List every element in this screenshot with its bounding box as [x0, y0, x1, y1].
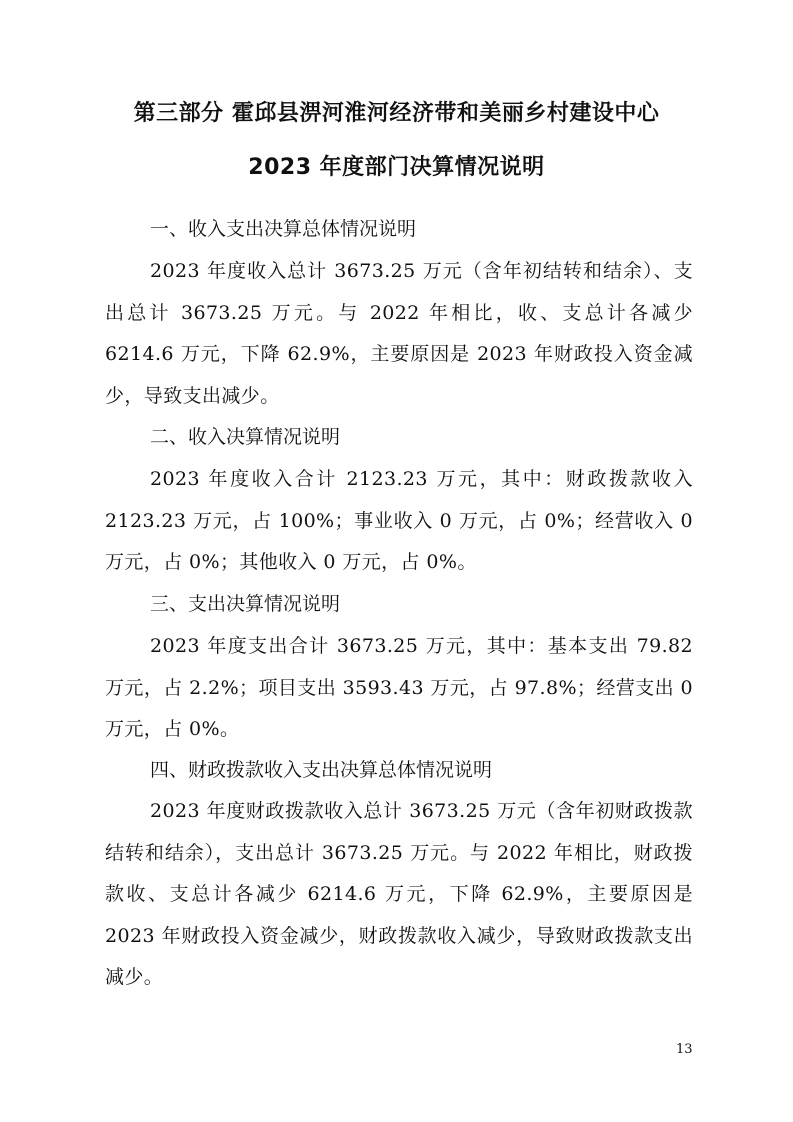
section-2-body: 2023 年度收入合计 2123.23 万元，其中：财政拨款收入 2123.23 万元，占 100%；事业收入 0 万元，占 0%；经营收入 0 万元，占 0%；其他收入 0 万元，占 0%。: [105, 468, 693, 573]
section-4-body: 2023 年度财政拨款收入总计 3673.25 万元（含年初财政拨款结转和结余），支出总计 3673.25 万元。与 2022 年相比，财政拨款收、支总计各减少 6214.6 万元，下降 62.9%，主要原因是 2023 年财政投入资金减少，财政拨款收入减少，导致财政拨款支出减少。: [105, 800, 693, 988]
section-4-heading: 四、财政拨款收入支出决算总体情况说明: [150, 759, 493, 781]
section-2-heading: 二、收入决算情况说明: [150, 426, 341, 448]
section-1-heading: 一、收入支出决算总体情况说明: [150, 218, 417, 240]
section-1-body: 2023 年度收入总计 3673.25 万元（含年初结转和结余）、支出总计 3673.25 万元。与 2022 年相比，收、支总计各减少 6214.6 万元，下降 62.9%，主要原因是 2023 年财政投入资金减少，导致支出减少。: [105, 260, 693, 407]
page-number: 13: [676, 1042, 693, 1057]
document-title-line-2: 2023 年度部门决算情况说明: [248, 155, 545, 180]
section-3-body: 2023 年度支出合计 3673.25 万元，其中：基本支出 79.82 万元，占 2.2%；项目支出 3593.43 万元，占 97.8%；经营支出 0 万元，占 0%。: [105, 635, 693, 740]
document-title-line-1: 第三部分 霍邱县淠河淮河经济带和美丽乡村建设中心: [133, 101, 660, 126]
section-3-heading: 三、支出决算情况说明: [150, 593, 341, 615]
